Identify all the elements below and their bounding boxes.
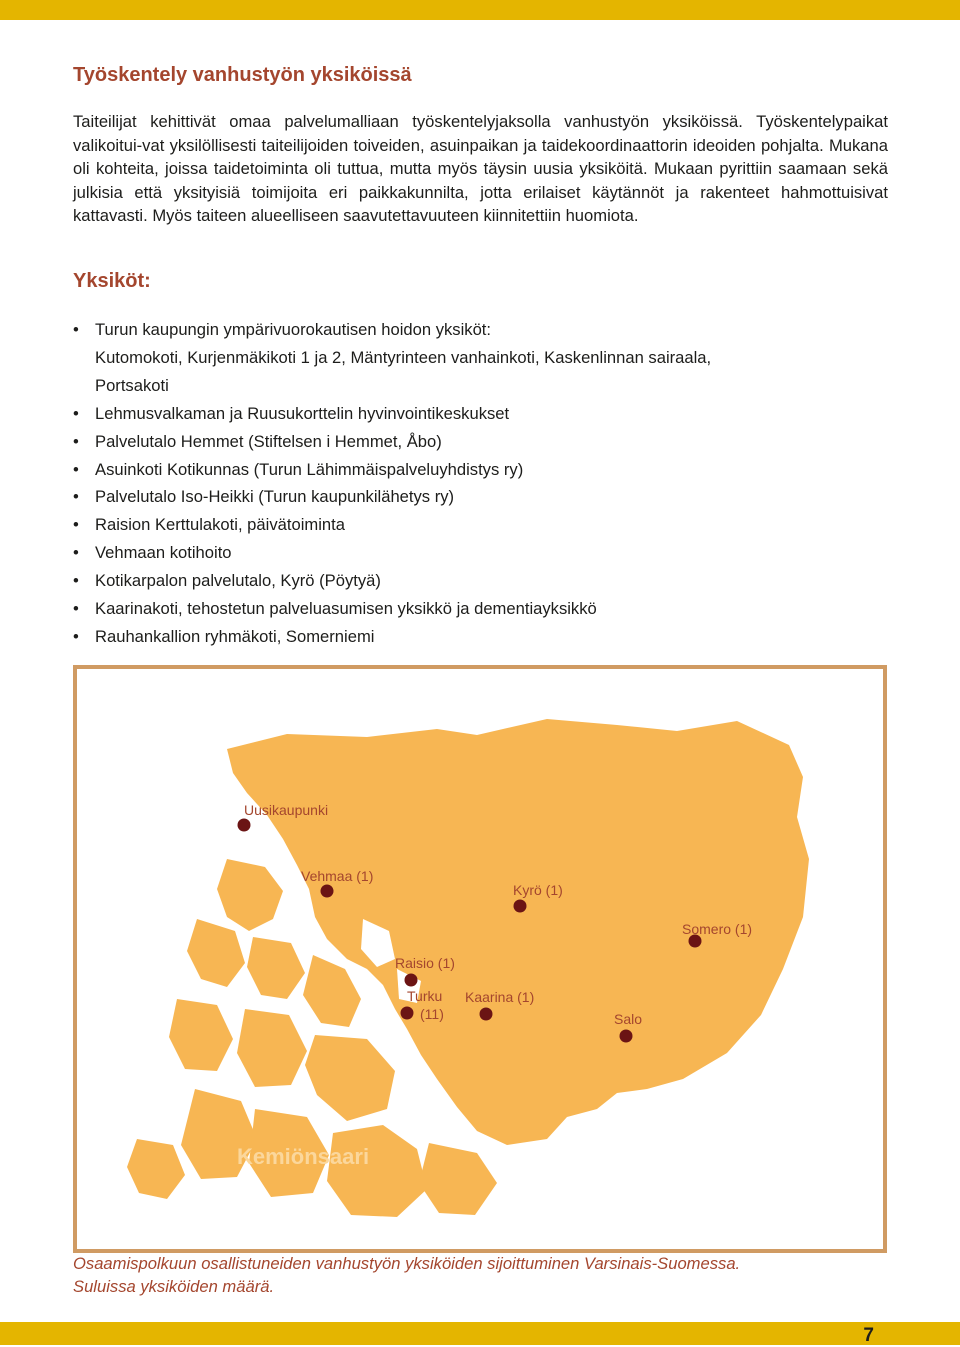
bottom-accent-bar [0,1322,960,1345]
island-shape [187,919,245,987]
map-place-label: Somero (1) [682,921,753,937]
top-accent-bar [0,0,960,20]
map-marker-dot [514,900,527,913]
list-item-sub: Kutomokoti, Kurjenmäkikoti 1 ja 2, Mäntyrinteen vanhainkoti, Kaskenlinnan sairaala, [95,347,712,367]
units-title: Yksiköt: [73,270,151,292]
island-shape [247,937,305,999]
island-shape [419,1143,497,1215]
list-item-text: Vehmaan kotihoito [95,543,232,563]
bullet-icon: • [73,543,79,563]
list-item [73,428,903,456]
map-marker-dot [401,1007,414,1020]
island-shape [217,859,283,931]
list-item-text: Kotikarpalon palvelutalo, Kyrö (Pöytyä) [95,571,381,591]
list-item-text: Rauhankallion ryhmäkoti, Somerniemi [95,626,375,646]
list-item [73,511,903,539]
intro-paragraph [73,110,888,228]
list-item-text: Asuinkoti Kotikunnas (Turun Lähimmäispalveluyhdistys ry) [95,459,524,479]
map-place-label: Raisio (1) [395,955,455,971]
bullet-icon: • [73,515,79,535]
region-map [73,665,887,1253]
map-marker-dot [321,885,334,898]
list-item-text: Palvelutalo Iso-Heikki (Turun kaupunkilähetys ry) [95,487,455,507]
units-list [73,316,903,651]
section-title: Työskentely vanhustyön yksiköissä [73,64,412,86]
intro-text: Taiteilijat kehittivät omaa palvelumalliaan työskentelyjaksolla vanhustyön yksiköissä. Työskentelypaikat valikoitui-vat yksilöllisesti taiteilijoiden toiveiden, asuinpaikan ja taidekoordinaattorin ideoiden pohjalta. Mukana oli kohteita, joissa taidetoiminta oli tuttua, mutta myös täysin uusia yksiköitä. Mukaan pyrittiin saamaan sekä julkisia että yksityisiä toimijoita eri paikkakunnilta, jotta erilaiset käytännöt ja rakenteet hahmottuisivat kattavasti. Myös taiteen alueelliseen saavutettavuuteen kiinnitettiin huomiota. [73,112,888,225]
map-marker-dot [620,1030,633,1043]
map-marker-dot [480,1008,493,1021]
list-item [73,483,903,511]
island-shape [169,999,233,1071]
bullet-icon: • [73,459,79,479]
list-item [73,539,903,567]
island-shape [237,1009,307,1087]
bullet-icon: • [73,431,79,451]
list-item [73,316,903,400]
list-item-text: Kaarinakoti, tehostetun palveluasumisen yksikkö ja dementiayksikkö [95,599,597,619]
list-item [73,567,903,595]
map-place-label: Uusikaupunki [244,802,329,818]
map-caption [73,1252,888,1298]
island-shape [303,955,361,1027]
map-place-label: Vehmaa (1) [301,868,374,884]
caption-line: Suluissa yksiköiden määrä. [73,1277,275,1296]
bullet-icon: • [73,403,79,423]
map-place-label: (11) [420,1006,444,1022]
list-item [73,400,903,428]
map-marker-dot [405,974,418,987]
map-place-label: Kaarina (1) [465,989,535,1005]
list-item-sub: Portsakoti [95,375,169,395]
bullet-icon: • [73,599,79,619]
bullet-icon: • [73,320,79,339]
island-shape [327,1125,427,1217]
map-land [127,719,809,1217]
list-item [73,595,903,623]
list-item [73,623,903,651]
bullet-icon: • [73,626,79,646]
bullet-icon: • [73,571,79,591]
list-item-text: Lehmusvalkaman ja Ruusukorttelin hyvinvointikeskukset [95,403,510,423]
map-svg [77,669,883,1249]
map-marker-dot [238,819,251,832]
list-item [73,456,903,484]
caption-line: Osaamispolkuun osallistuneiden vanhustyön yksiköiden sijoittuminen Varsinais-Suomessa. [73,1254,741,1273]
list-item-text: Raision Kerttulakoti, päivätoiminta [95,515,345,535]
map-place-label: Kyrö (1) [513,882,563,898]
island-shape [305,1035,395,1121]
map-place-label: Turku [407,988,443,1004]
island-shape [127,1139,185,1199]
bullet-icon: • [73,487,79,507]
map-place-label: Kemiönsaari [237,1144,370,1169]
map-place-label: Salo [614,1011,643,1027]
list-item-text: Turun kaupungin ympärivuorokautisen hoidon yksiköt: [95,320,492,339]
page-number: 7 [863,1325,874,1346]
list-item-text: Palvelutalo Hemmet (Stiftelsen i Hemmet, Åbo) [95,431,442,451]
